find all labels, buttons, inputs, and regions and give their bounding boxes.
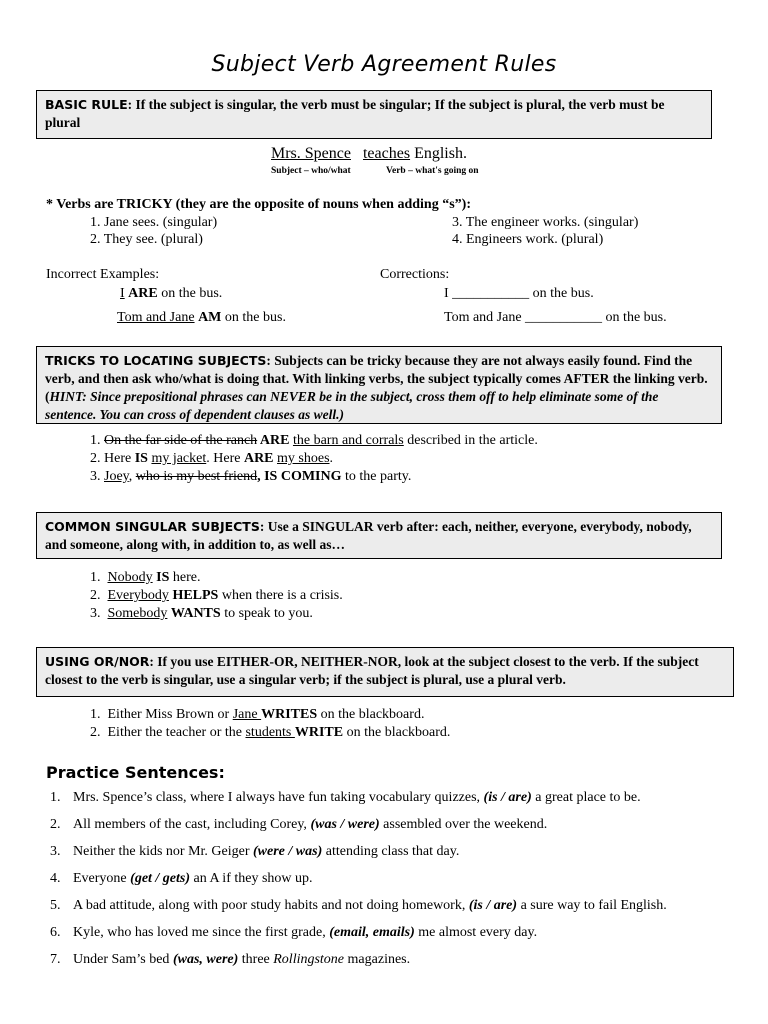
singular-example-1: [90, 570, 200, 586]
incorrect-rest-2: on the bus.: [221, 310, 286, 325]
tricks-example-2-mid: . Here: [206, 451, 244, 466]
ornor-example-2-verb: WRITE: [294, 725, 344, 740]
tricky-item-2: 2. They see. (plural): [90, 232, 203, 247]
practice-item-5-num: 5.: [50, 898, 61, 913]
practice-item-6-post: me almost every day.: [414, 925, 538, 940]
practice-item-7-choice: (was, were): [172, 952, 239, 967]
tricks-example-1-rest: described in the article.: [403, 433, 538, 448]
tricks-example-3-comma: ,: [128, 469, 136, 484]
tricks-example-3-subject: Joey: [104, 469, 129, 484]
practice-item-5-post: a sure way to fail English.: [517, 898, 667, 913]
practice-item-7: [50, 952, 410, 968]
tricks-example-1-subject: the barn and corrals: [292, 433, 404, 448]
practice-item-2-choice: (was / were): [310, 817, 380, 832]
practice-item-4: [50, 871, 313, 887]
ornor-example-1-num: 1.: [90, 707, 101, 722]
practice-item-2: [50, 817, 547, 833]
singular-example-3-subject: Somebody: [107, 606, 168, 621]
practice-item-7-pre: Under Sam’s bed: [73, 952, 173, 967]
practice-item-7-num: 7.: [50, 952, 61, 967]
practice-item-4-post: an A if they show up.: [190, 871, 313, 886]
ornor-example-1-subject: Jane: [232, 707, 262, 722]
singular-text: : Use a SINGULAR verb after: each, neither, everyone, everybody, nobody, and someone, along with, in addition to, as well as…: [45, 519, 692, 552]
incorrect-rest-1: on the bus.: [157, 286, 223, 301]
tricks-example-1: [90, 433, 538, 449]
practice-item-6-choice: (email, emails): [329, 925, 415, 940]
practice-item-1-num: 1.: [50, 790, 61, 805]
singular-example-2: [90, 588, 343, 604]
example-verb: teaches: [362, 145, 411, 162]
tricks-example-2-verb-1: IS: [134, 451, 148, 466]
practice-item-1: [50, 790, 641, 806]
practice-item-4-choice: (get / gets): [130, 871, 191, 886]
tricks-example-1-strike: On the far side of the ranch: [104, 433, 258, 448]
tricks-example-3: [90, 469, 411, 485]
ornor-example-1-pre: Either Miss Brown or: [107, 707, 233, 722]
tricks-text: : Subjects can be tricky because they are not always easily found. Find the verb, and then ask who/what is doing that. With linking verbs, the subject typically comes AFTER the linking verb. (: [45, 353, 708, 404]
example-sentence: [271, 145, 467, 163]
incorrect-example-1: [120, 286, 222, 302]
subject-caption: Subject – who/what: [271, 166, 351, 176]
singular-example-2-num: 2.: [90, 588, 101, 603]
tricky-item-4: 4. Engineers work. (plural): [452, 232, 604, 247]
example-subject: Mrs. Spence: [271, 145, 351, 162]
tricks-example-2-subject-2: my shoes: [277, 451, 330, 466]
page-title: Subject Verb Agreement Rules: [211, 52, 557, 77]
singular-example-3-rest: to speak to you.: [220, 606, 313, 621]
singular-label: COMMON SINGULAR SUBJECTS: [45, 519, 260, 534]
tricks-example-2-num: 2. Here: [90, 451, 135, 466]
tricky-item-3: 3. The engineer works. (singular): [452, 215, 639, 230]
ornor-example-2-num: 2.: [90, 725, 101, 740]
correction-2: Tom and Jane ___________ on the bus.: [444, 310, 667, 325]
practice-item-1-choice: (is / are): [483, 790, 532, 805]
tricks-hint: HINT: Since prepositional phrases can NEVER be in the subject, cross them off to help eliminate some of the sentence. You can cross of dependent clauses as well.): [45, 389, 659, 422]
incorrect-verb-2: AM: [198, 310, 222, 325]
practice-item-5: [50, 898, 667, 914]
ornor-label: USING OR/NOR: [45, 654, 150, 669]
practice-item-6: [50, 925, 537, 941]
tricks-example-3-rest: to the party.: [341, 469, 412, 484]
practice-item-2-num: 2.: [50, 817, 61, 832]
singular-example-1-num: 1.: [90, 570, 101, 585]
basic-rule-box: [36, 90, 712, 139]
practice-item-7-italic: Rollingstone: [273, 952, 345, 967]
singular-example-2-rest: when there is a crisis.: [218, 588, 343, 603]
singular-example-3-verb: WANTS: [170, 606, 221, 621]
singular-example-2-verb: HELPS: [172, 588, 219, 603]
practice-item-6-pre: Kyle, who has loved me since the first grade,: [73, 925, 330, 940]
ornor-text: : If you use EITHER-OR, NEITHER-NOR, look at the subject closest to the verb. If the subject closest to the verb is singular, use a singular verb; if the subject is plural, use a plural verb.: [45, 654, 699, 687]
tricks-example-3-strike: who is my best friend: [135, 469, 258, 484]
practice-item-7-post: three: [238, 952, 274, 967]
basic-rule-text: : If the subject is singular, the verb must be singular; If the subject is plural, the verb must be plural: [45, 97, 665, 130]
ornor-box: [36, 647, 734, 697]
practice-item-4-num: 4.: [50, 871, 61, 886]
practice-item-6-num: 6.: [50, 925, 61, 940]
incorrect-verb-1: ARE: [128, 286, 158, 301]
singular-example-3-num: 3.: [90, 606, 101, 621]
practice-item-3-pre: Neither the kids nor Mr. Geiger: [73, 844, 254, 859]
tricks-example-3-verb: , IS COMING: [257, 469, 342, 484]
practice-item-3-post: attending class that day.: [322, 844, 460, 859]
tricks-example-2-subject-1: my jacket: [151, 451, 207, 466]
ornor-example-2-rest: on the blackboard.: [343, 725, 451, 740]
practice-item-3-choice: (were / was): [253, 844, 323, 859]
practice-item-1-pre: Mrs. Spence’s class, where I always have fun taking vocabulary quizzes,: [73, 790, 484, 805]
tricks-example-3-num: 3.: [90, 469, 104, 484]
incorrect-subject-1: I: [120, 286, 125, 301]
singular-example-1-verb: IS: [156, 570, 170, 585]
tricks-example-1-verb: ARE: [257, 433, 293, 448]
verb-caption: Verb – what's going on: [386, 166, 479, 176]
practice-item-5-choice: (is / are): [468, 898, 518, 913]
tricks-example-2-verb-2: ARE: [243, 451, 274, 466]
ornor-example-2-pre: Either the teacher or the: [107, 725, 246, 740]
practice-item-5-pre: A bad attitude, along with poor study habits and not doing homework,: [73, 898, 469, 913]
correction-1: I ___________ on the bus.: [444, 286, 594, 301]
singular-example-1-rest: here.: [169, 570, 201, 585]
ornor-example-1-rest: on the blackboard.: [317, 707, 425, 722]
practice-item-4-pre: Everyone: [73, 871, 131, 886]
tricks-example-2-end: .: [329, 451, 334, 466]
ornor-example-2-subject: students: [245, 725, 295, 740]
ornor-example-1: [90, 707, 424, 723]
ornor-example-1-verb: WRITES: [261, 707, 318, 722]
tricky-heading: * Verbs are TRICKY (they are the opposite of nouns when adding “s”):: [46, 197, 471, 212]
incorrect-example-2: [117, 310, 286, 326]
corrections-label: Corrections:: [380, 267, 450, 282]
basic-rule-label: BASIC RULE: [45, 97, 128, 112]
tricks-example-1-num: 1.: [90, 433, 104, 448]
example-rest: English.: [410, 145, 467, 162]
practice-item-7-tail: magazines.: [344, 952, 411, 967]
tricks-example-2: [90, 451, 333, 467]
incorrect-subject-2: Tom and Jane: [117, 310, 195, 325]
incorrect-label: Incorrect Examples:: [46, 267, 160, 282]
singular-example-1-subject: Nobody: [107, 570, 153, 585]
practice-item-2-pre: All members of the cast, including Corey,: [73, 817, 311, 832]
practice-item-3-num: 3.: [50, 844, 61, 859]
practice-heading: Practice Sentences:: [46, 763, 225, 782]
singular-example-2-subject: Everybody: [107, 588, 169, 603]
practice-item-3: [50, 844, 459, 860]
tricks-box: [36, 346, 722, 424]
practice-item-2-post: assembled over the weekend.: [379, 817, 548, 832]
practice-item-1-post: a great place to be.: [531, 790, 641, 805]
ornor-example-2: [90, 725, 450, 741]
tricky-item-1: 1. Jane sees. (singular): [90, 215, 218, 230]
tricks-label: TRICKS TO LOCATING SUBJECTS: [45, 353, 267, 368]
singular-example-3: [90, 606, 313, 622]
singular-box: [36, 512, 722, 559]
